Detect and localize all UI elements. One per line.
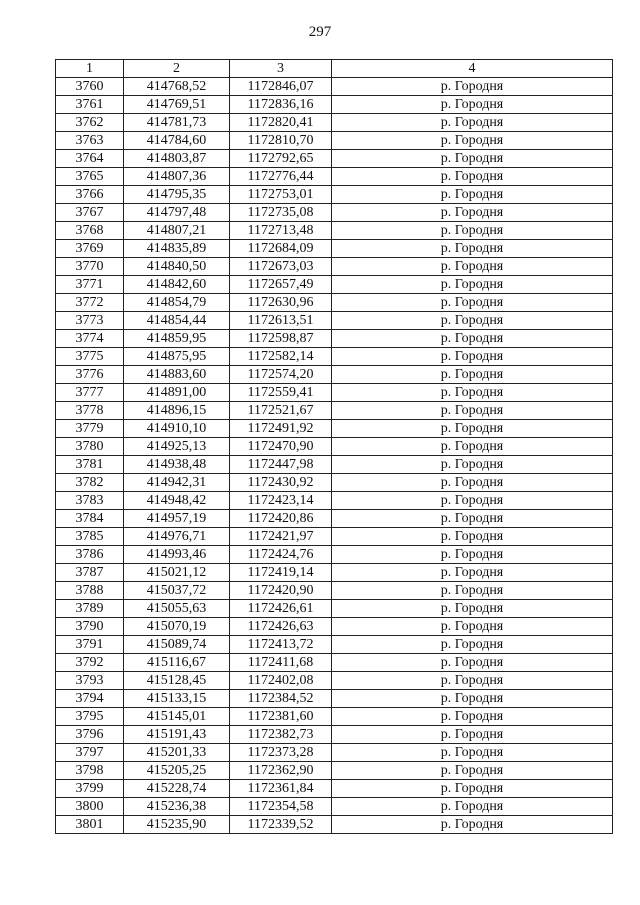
point-number-cell: 3798	[56, 762, 124, 780]
table-row	[56, 816, 613, 834]
y-coordinate-cell: 1172339,52	[230, 816, 332, 834]
table-row	[56, 348, 613, 366]
point-number-cell: 3783	[56, 492, 124, 510]
table-row	[56, 276, 613, 294]
page-number: 297	[308, 24, 332, 40]
y-coordinate-cell: 1172361,84	[230, 780, 332, 798]
y-coordinate-cell: 1172384,52	[230, 690, 332, 708]
point-number-cell: 3789	[56, 600, 124, 618]
x-coordinate-cell: 414840,50	[124, 258, 230, 276]
table-row	[56, 744, 613, 762]
table-row	[56, 366, 613, 384]
x-coordinate-cell: 414803,87	[124, 150, 230, 168]
x-coordinate-cell: 414797,48	[124, 204, 230, 222]
x-coordinate-cell: 415236,38	[124, 798, 230, 816]
y-coordinate-cell: 1172810,70	[230, 132, 332, 150]
table-row	[56, 132, 613, 150]
description-cell: р. Городня	[332, 654, 613, 672]
description-cell: р. Городня	[332, 348, 613, 366]
table-row	[56, 312, 613, 330]
table-row	[56, 150, 613, 168]
column-header: 3	[230, 60, 332, 78]
column-header: 2	[124, 60, 230, 78]
point-number-cell: 3791	[56, 636, 124, 654]
point-number-cell: 3768	[56, 222, 124, 240]
y-coordinate-cell: 1172426,63	[230, 618, 332, 636]
x-coordinate-cell: 414784,60	[124, 132, 230, 150]
y-coordinate-cell: 1172402,08	[230, 672, 332, 690]
y-coordinate-cell: 1172598,87	[230, 330, 332, 348]
point-number-cell: 3775	[56, 348, 124, 366]
x-coordinate-cell: 415089,74	[124, 636, 230, 654]
y-coordinate-cell: 1172491,92	[230, 420, 332, 438]
point-number-cell: 3794	[56, 690, 124, 708]
description-cell: р. Городня	[332, 762, 613, 780]
x-coordinate-cell: 414835,89	[124, 240, 230, 258]
description-cell: р. Городня	[332, 780, 613, 798]
y-coordinate-cell: 1172657,49	[230, 276, 332, 294]
table-row	[56, 294, 613, 312]
y-coordinate-cell: 1172574,20	[230, 366, 332, 384]
table-row	[56, 582, 613, 600]
y-coordinate-cell: 1172373,28	[230, 744, 332, 762]
description-cell: р. Городня	[332, 816, 613, 834]
point-number-cell: 3772	[56, 294, 124, 312]
x-coordinate-cell: 414769,51	[124, 96, 230, 114]
y-coordinate-cell: 1172470,90	[230, 438, 332, 456]
description-cell: р. Городня	[332, 222, 613, 240]
table-row	[56, 708, 613, 726]
description-cell: р. Городня	[332, 168, 613, 186]
x-coordinate-cell: 415191,43	[124, 726, 230, 744]
y-coordinate-cell: 1172582,14	[230, 348, 332, 366]
description-cell: р. Городня	[332, 690, 613, 708]
description-cell: р. Городня	[332, 366, 613, 384]
point-number-cell: 3762	[56, 114, 124, 132]
table-row	[56, 726, 613, 744]
y-coordinate-cell: 1172792,65	[230, 150, 332, 168]
description-cell: р. Городня	[332, 600, 613, 618]
point-number-cell: 3780	[56, 438, 124, 456]
table-row	[56, 492, 613, 510]
y-coordinate-cell: 1172411,68	[230, 654, 332, 672]
x-coordinate-cell: 415205,25	[124, 762, 230, 780]
table-row	[56, 114, 613, 132]
table-row	[56, 204, 613, 222]
description-cell: р. Городня	[332, 726, 613, 744]
table-row	[56, 528, 613, 546]
x-coordinate-cell: 415021,12	[124, 564, 230, 582]
table-row	[56, 672, 613, 690]
description-cell: р. Городня	[332, 78, 613, 96]
y-coordinate-cell: 1172820,41	[230, 114, 332, 132]
point-number-cell: 3796	[56, 726, 124, 744]
description-cell: р. Городня	[332, 276, 613, 294]
x-coordinate-cell: 414854,44	[124, 312, 230, 330]
table-row	[56, 168, 613, 186]
point-number-cell: 3800	[56, 798, 124, 816]
y-coordinate-cell: 1172423,14	[230, 492, 332, 510]
description-cell: р. Городня	[332, 492, 613, 510]
point-number-cell: 3788	[56, 582, 124, 600]
x-coordinate-cell: 414891,00	[124, 384, 230, 402]
y-coordinate-cell: 1172419,14	[230, 564, 332, 582]
coordinates-table	[55, 59, 613, 834]
x-coordinate-cell: 414807,36	[124, 168, 230, 186]
x-coordinate-cell: 414957,19	[124, 510, 230, 528]
y-coordinate-cell: 1172354,58	[230, 798, 332, 816]
y-coordinate-cell: 1172846,07	[230, 78, 332, 96]
y-coordinate-cell: 1172426,61	[230, 600, 332, 618]
x-coordinate-cell: 415228,74	[124, 780, 230, 798]
y-coordinate-cell: 1172424,76	[230, 546, 332, 564]
table-row	[56, 186, 613, 204]
x-coordinate-cell: 415055,63	[124, 600, 230, 618]
x-coordinate-cell: 414942,31	[124, 474, 230, 492]
description-cell: р. Городня	[332, 510, 613, 528]
y-coordinate-cell: 1172447,98	[230, 456, 332, 474]
y-coordinate-cell: 1172836,16	[230, 96, 332, 114]
point-number-cell: 3761	[56, 96, 124, 114]
table-row	[56, 420, 613, 438]
point-number-cell: 3766	[56, 186, 124, 204]
x-coordinate-cell: 414795,35	[124, 186, 230, 204]
table-row	[56, 258, 613, 276]
description-cell: р. Городня	[332, 258, 613, 276]
y-coordinate-cell: 1172753,01	[230, 186, 332, 204]
description-cell: р. Городня	[332, 330, 613, 348]
point-number-cell: 3774	[56, 330, 124, 348]
point-number-cell: 3786	[56, 546, 124, 564]
y-coordinate-cell: 1172673,03	[230, 258, 332, 276]
description-cell: р. Городня	[332, 474, 613, 492]
table-row	[56, 78, 613, 96]
table-row	[56, 762, 613, 780]
x-coordinate-cell: 414925,13	[124, 438, 230, 456]
x-coordinate-cell: 414993,46	[124, 546, 230, 564]
x-coordinate-cell: 414883,60	[124, 366, 230, 384]
y-coordinate-cell: 1172421,97	[230, 528, 332, 546]
y-coordinate-cell: 1172630,96	[230, 294, 332, 312]
point-number-cell: 3801	[56, 816, 124, 834]
table-row	[56, 222, 613, 240]
table-row	[56, 240, 613, 258]
description-cell: р. Городня	[332, 528, 613, 546]
description-cell: р. Городня	[332, 132, 613, 150]
x-coordinate-cell: 414875,95	[124, 348, 230, 366]
table-row	[56, 564, 613, 582]
table-row	[56, 402, 613, 420]
x-coordinate-cell: 415235,90	[124, 816, 230, 834]
description-cell: р. Городня	[332, 582, 613, 600]
description-cell: р. Городня	[332, 150, 613, 168]
point-number-cell: 3785	[56, 528, 124, 546]
point-number-cell: 3776	[56, 366, 124, 384]
x-coordinate-cell: 414859,95	[124, 330, 230, 348]
point-number-cell: 3771	[56, 276, 124, 294]
table-row	[56, 456, 613, 474]
description-cell: р. Городня	[332, 438, 613, 456]
y-coordinate-cell: 1172713,48	[230, 222, 332, 240]
x-coordinate-cell: 414781,73	[124, 114, 230, 132]
x-coordinate-cell: 415070,19	[124, 618, 230, 636]
point-number-cell: 3773	[56, 312, 124, 330]
point-number-cell: 3765	[56, 168, 124, 186]
table-row	[56, 780, 613, 798]
description-cell: р. Городня	[332, 546, 613, 564]
x-coordinate-cell: 414768,52	[124, 78, 230, 96]
point-number-cell: 3787	[56, 564, 124, 582]
x-coordinate-cell: 414976,71	[124, 528, 230, 546]
x-coordinate-cell: 414910,10	[124, 420, 230, 438]
point-number-cell: 3767	[56, 204, 124, 222]
description-cell: р. Городня	[332, 672, 613, 690]
description-cell: р. Городня	[332, 420, 613, 438]
description-cell: р. Городня	[332, 636, 613, 654]
y-coordinate-cell: 1172381,60	[230, 708, 332, 726]
x-coordinate-cell: 414948,42	[124, 492, 230, 510]
x-coordinate-cell: 415201,33	[124, 744, 230, 762]
point-number-cell: 3763	[56, 132, 124, 150]
x-coordinate-cell: 415128,45	[124, 672, 230, 690]
point-number-cell: 3781	[56, 456, 124, 474]
x-coordinate-cell: 415037,72	[124, 582, 230, 600]
y-coordinate-cell: 1172413,72	[230, 636, 332, 654]
y-coordinate-cell: 1172735,08	[230, 204, 332, 222]
table-row	[56, 798, 613, 816]
table-row	[56, 474, 613, 492]
x-coordinate-cell: 414896,15	[124, 402, 230, 420]
table-row	[56, 636, 613, 654]
y-coordinate-cell: 1172430,92	[230, 474, 332, 492]
column-header: 1	[56, 60, 124, 78]
point-number-cell: 3795	[56, 708, 124, 726]
description-cell: р. Городня	[332, 240, 613, 258]
y-coordinate-cell: 1172362,90	[230, 762, 332, 780]
point-number-cell: 3777	[56, 384, 124, 402]
y-coordinate-cell: 1172521,67	[230, 402, 332, 420]
table-row	[56, 384, 613, 402]
x-coordinate-cell: 415116,67	[124, 654, 230, 672]
table-row	[56, 690, 613, 708]
point-number-cell: 3784	[56, 510, 124, 528]
point-number-cell: 3760	[56, 78, 124, 96]
table-body	[56, 78, 613, 834]
table-header-row	[56, 60, 613, 78]
x-coordinate-cell: 414807,21	[124, 222, 230, 240]
description-cell: р. Городня	[332, 204, 613, 222]
point-number-cell: 3799	[56, 780, 124, 798]
table-row	[56, 330, 613, 348]
table-row	[56, 438, 613, 456]
table-row	[56, 546, 613, 564]
description-cell: р. Городня	[332, 312, 613, 330]
description-cell: р. Городня	[332, 564, 613, 582]
table-row	[56, 510, 613, 528]
point-number-cell: 3770	[56, 258, 124, 276]
point-number-cell: 3792	[56, 654, 124, 672]
x-coordinate-cell: 414938,48	[124, 456, 230, 474]
table-row	[56, 654, 613, 672]
description-cell: р. Городня	[332, 114, 613, 132]
description-cell: р. Городня	[332, 384, 613, 402]
x-coordinate-cell: 415133,15	[124, 690, 230, 708]
table-row	[56, 600, 613, 618]
description-cell: р. Городня	[332, 618, 613, 636]
description-cell: р. Городня	[332, 294, 613, 312]
description-cell: р. Городня	[332, 96, 613, 114]
y-coordinate-cell: 1172684,09	[230, 240, 332, 258]
table-row	[56, 96, 613, 114]
description-cell: р. Городня	[332, 186, 613, 204]
y-coordinate-cell: 1172613,51	[230, 312, 332, 330]
point-number-cell: 3778	[56, 402, 124, 420]
y-coordinate-cell: 1172420,90	[230, 582, 332, 600]
table-row	[56, 618, 613, 636]
point-number-cell: 3793	[56, 672, 124, 690]
description-cell: р. Городня	[332, 744, 613, 762]
point-number-cell: 3769	[56, 240, 124, 258]
point-number-cell: 3797	[56, 744, 124, 762]
y-coordinate-cell: 1172420,86	[230, 510, 332, 528]
column-header: 4	[332, 60, 613, 78]
description-cell: р. Городня	[332, 798, 613, 816]
description-cell: р. Городня	[332, 708, 613, 726]
y-coordinate-cell: 1172559,41	[230, 384, 332, 402]
description-cell: р. Городня	[332, 402, 613, 420]
y-coordinate-cell: 1172776,44	[230, 168, 332, 186]
point-number-cell: 3790	[56, 618, 124, 636]
x-coordinate-cell: 415145,01	[124, 708, 230, 726]
y-coordinate-cell: 1172382,73	[230, 726, 332, 744]
description-cell: р. Городня	[332, 456, 613, 474]
point-number-cell: 3764	[56, 150, 124, 168]
x-coordinate-cell: 414854,79	[124, 294, 230, 312]
point-number-cell: 3782	[56, 474, 124, 492]
x-coordinate-cell: 414842,60	[124, 276, 230, 294]
point-number-cell: 3779	[56, 420, 124, 438]
